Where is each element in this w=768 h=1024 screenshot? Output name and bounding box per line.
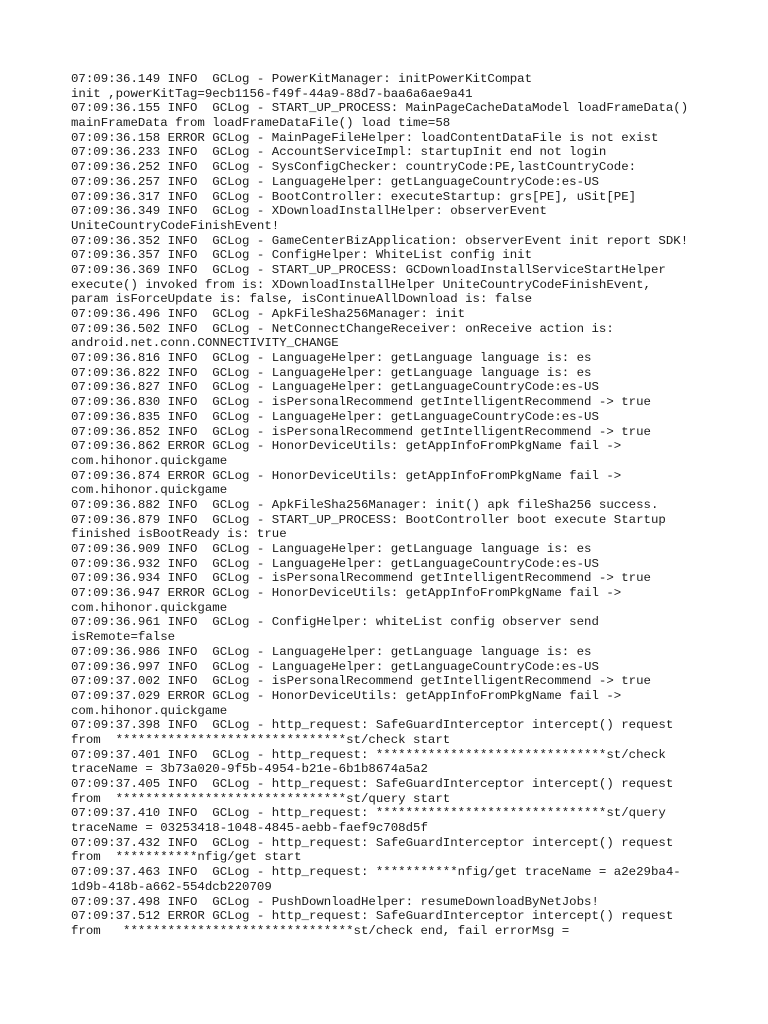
log-line: 07:09:36.909 INFO GCLog - LanguageHelper: getLanguage language is: es	[71, 542, 592, 556]
log-line: from *******************************st/check end, fail errorMsg =	[71, 923, 570, 938]
log-line: 07:09:36.879 INFO GCLog - START_UP_PROCESS: BootController boot execute Startup	[71, 512, 666, 527]
log-line: 07:09:36.233 INFO GCLog - AccountServiceImpl: startupInit end not login	[71, 145, 607, 160]
log-line: mainFrameData from loadFrameDataFile() load time=58	[71, 116, 451, 131]
log-line: 07:09:36.827 INFO GCLog - LanguageHelper: getLanguageCountryCode:es-US	[71, 380, 599, 395]
log-line: 07:09:36.349 INFO GCLog - XDownloadInstallHelper: observerEvent	[71, 204, 547, 219]
log-line: com.hihonor.quickgame	[71, 453, 228, 468]
log-line: 07:09:36.317 INFO GCLog - BootController: executeStartup: grs[PE], uSit[PE]	[71, 189, 637, 204]
log-line: 07:09:36.357 INFO GCLog - ConfigHelper: WhiteList config init	[71, 248, 533, 263]
log-line: 07:09:36.352 INFO GCLog - GameCenterBizApplication: observerEvent init report SDK!	[71, 233, 689, 248]
log-line: 07:09:37.002 INFO GCLog - isPersonalRecommend getIntelligentRecommend -> true	[71, 674, 651, 689]
log-text-block	[71, 72, 711, 939]
log-line: 07:09:36.822 INFO GCLog - LanguageHelper: getLanguage language is: es	[71, 365, 592, 380]
log-line: 07:09:37.398 INFO GCLog - http_request: SafeGuardInterceptor intercept() request	[71, 718, 674, 733]
log-line: 07:09:36.816 INFO GCLog - LanguageHelper: getLanguage language is: es	[71, 351, 592, 366]
log-line: 07:09:37.405 INFO GCLog - http_request: SafeGuardInterceptor intercept() request	[71, 777, 674, 791]
log-line: traceName = 3b73a020-9f5b-4954-b21e-6b1b8674a5a2	[71, 762, 428, 777]
log-line: 07:09:36.874 ERROR GCLog - HonorDeviceUtils: getAppInfoFromPkgName fail ->	[71, 468, 622, 483]
log-line: 07:09:36.149 INFO GCLog - PowerKitManager: initPowerKitCompat	[71, 72, 533, 86]
log-line: 07:09:36.862 ERROR GCLog - HonorDeviceUtils: getAppInfoFromPkgName fail ->	[71, 439, 622, 454]
log-line: com.hihonor.quickgame	[71, 703, 228, 718]
log-line: 07:09:36.852 INFO GCLog - isPersonalRecommend getIntelligentRecommend -> true	[71, 424, 651, 439]
log-line: 07:09:36.158 ERROR GCLog - MainPageFileHelper: loadContentDataFile is not exist	[71, 130, 659, 145]
log-line: isRemote=false	[71, 630, 176, 645]
log-line: 07:09:36.155 INFO GCLog - START_UP_PROCESS: MainPageCacheDataModel loadFrameData()	[71, 101, 689, 116]
log-line: 07:09:37.410 INFO GCLog - http_request: *******************************st/query	[71, 806, 666, 821]
log-line: UniteCountryCodeFinishEvent!	[71, 218, 280, 233]
log-line: 07:09:36.947 ERROR GCLog - HonorDeviceUtils: getAppInfoFromPkgName fail ->	[71, 586, 622, 601]
log-line: 07:09:36.835 INFO GCLog - LanguageHelper: getLanguageCountryCode:es-US	[71, 409, 599, 424]
log-line: 07:09:36.830 INFO GCLog - isPersonalRecommend getIntelligentRecommend -> true	[71, 395, 651, 410]
log-line: 07:09:37.512 ERROR GCLog - http_request: SafeGuardInterceptor intercept() request	[71, 909, 674, 924]
log-line: 07:09:36.502 INFO GCLog - NetConnectChangeReceiver: onReceive action is:	[71, 321, 614, 336]
log-line: 07:09:37.029 ERROR GCLog - HonorDeviceUtils: getAppInfoFromPkgName fail ->	[71, 688, 622, 703]
log-line: from ***********nfig/get start	[71, 850, 302, 865]
log-line: execute() invoked from is: XDownloadInstallHelper UniteCountryCodeFinishEvent,	[71, 277, 651, 292]
log-line: traceName = 03253418-1048-4845-aebb-faef9c708d5f	[71, 821, 428, 836]
log-line: from *******************************st/check start	[71, 732, 451, 747]
log-line: 07:09:37.463 INFO GCLog - http_request: ***********nfig/get traceName = a2e29ba4-	[71, 865, 681, 880]
log-line: 07:09:37.432 INFO GCLog - http_request: SafeGuardInterceptor intercept() request	[71, 835, 674, 850]
log-line: 07:09:36.932 INFO GCLog - LanguageHelper: getLanguageCountryCode:es-US	[71, 556, 599, 571]
log-line: com.hihonor.quickgame	[71, 483, 228, 498]
log-line: 07:09:36.961 INFO GCLog - ConfigHelper: whiteList config observer send	[71, 615, 599, 630]
log-line: android.net.conn.CONNECTIVITY_CHANGE	[71, 336, 339, 351]
log-line: param isForceUpdate is: false, isContinueAllDownload is: false	[71, 292, 533, 307]
log-line: com.hihonor.quickgame	[71, 600, 228, 615]
log-line: 07:09:36.986 INFO GCLog - LanguageHelper: getLanguage language is: es	[71, 644, 592, 659]
log-line: init ,powerKitTag=9ecb1156-f49f-44a9-88d7-baa6a6ae9a41	[71, 86, 473, 101]
log-line: 07:09:36.496 INFO GCLog - ApkFileSha256Manager: init	[71, 307, 466, 321]
log-line: finished isBootReady is: true	[71, 527, 287, 542]
log-line: 07:09:36.997 INFO GCLog - LanguageHelper: getLanguageCountryCode:es-US	[71, 659, 599, 674]
log-line: 1d9b-418b-a662-554dcb220709	[71, 879, 272, 894]
log-line: 07:09:37.498 INFO GCLog - PushDownloadHelper: resumeDownloadByNetJobs!	[71, 894, 599, 909]
log-line: 07:09:36.369 INFO GCLog - START_UP_PROCESS: GCDownloadInstallServiceStartHelper	[71, 262, 666, 277]
log-line: 07:09:37.401 INFO GCLog - http_request: *******************************st/check	[71, 747, 666, 762]
log-line: 07:09:36.934 INFO GCLog - isPersonalRecommend getIntelligentRecommend -> true	[71, 571, 651, 586]
log-line: 07:09:36.252 INFO GCLog - SysConfigChecker: countryCode:PE,lastCountryCode:	[71, 160, 637, 175]
log-line: 07:09:36.257 INFO GCLog - LanguageHelper: getLanguageCountryCode:es-US	[71, 174, 599, 189]
log-line: 07:09:36.882 INFO GCLog - ApkFileSha256Manager: init() apk fileSha256 success.	[71, 497, 659, 512]
log-line: from *******************************st/query start	[71, 791, 451, 806]
